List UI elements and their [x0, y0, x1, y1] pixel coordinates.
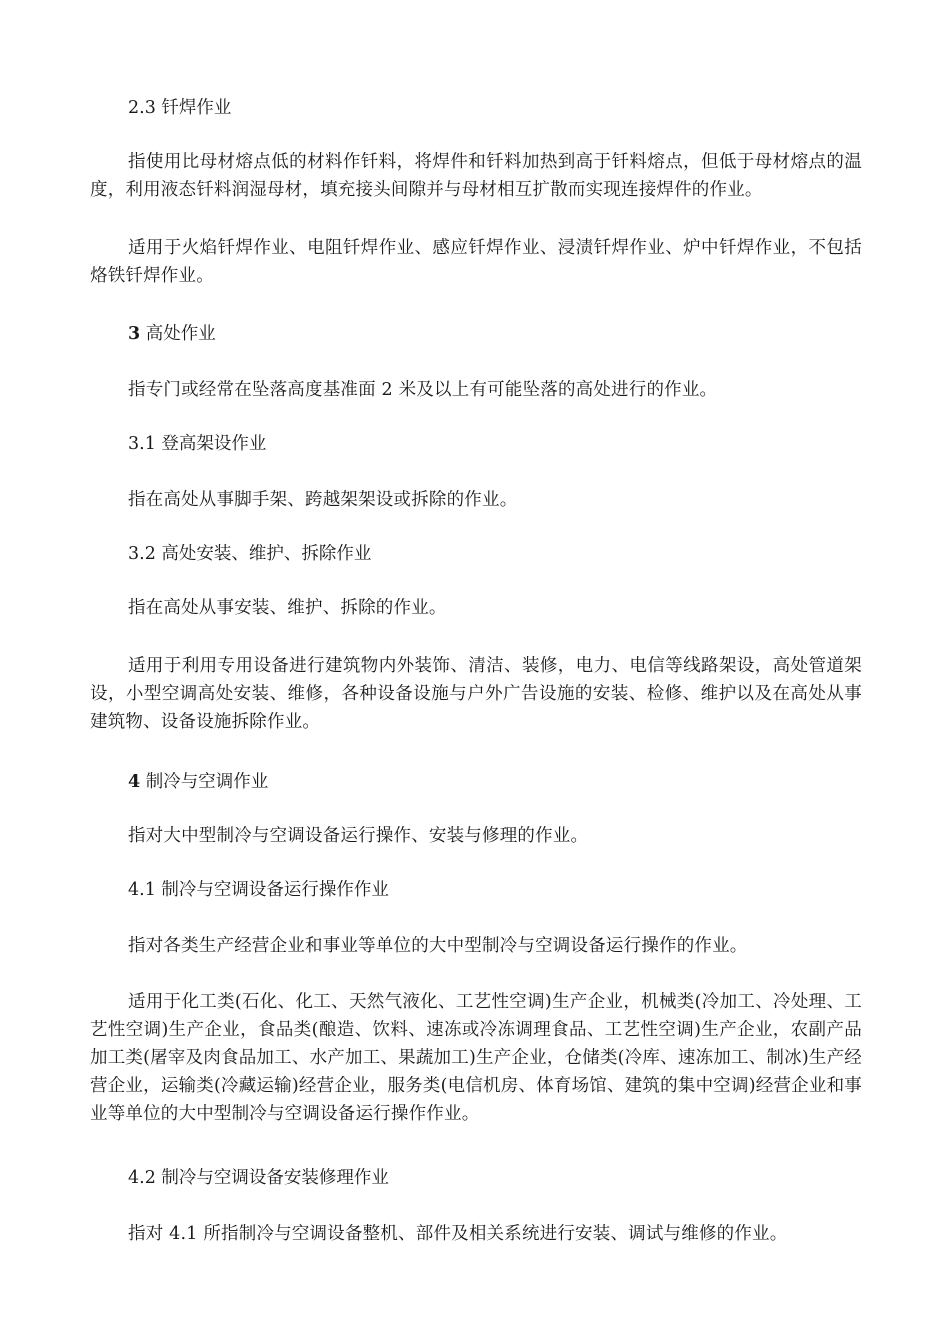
- section-heading-3-2: [90, 540, 862, 568]
- section-heading-4: [90, 768, 862, 796]
- section-title: 制冷与空调设备安装修理作业: [161, 1168, 389, 1188]
- paragraph: 指在高处从事脚手架、跨越架架设或拆除的作业。: [128, 490, 518, 510]
- section-heading-3-1: [90, 430, 862, 458]
- section-title: 高处安装、维护、拆除作业: [161, 544, 372, 564]
- section-number: 3: [128, 324, 141, 344]
- paragraph: 适用于利用专用设备进行建筑物内外装饰、清洁、装修，电力、电信等线路架设，高处管道架设，小型空调高处安装、维修，各种设备设施与户外广告设施的安装、检修、维护以及在高处从事建筑物、设备设施拆除作业。: [90, 656, 862, 732]
- section-heading-2-3: [90, 94, 862, 122]
- paragraph: 适用于火焰钎焊作业、电阻钎焊作业、感应钎焊作业、浸渍钎焊作业、炉中钎焊作业，不包括烙铁钎焊作业。: [90, 238, 862, 286]
- paragraph: 指对大中型制冷与空调设备运行操作、安装与修理的作业。: [128, 826, 589, 846]
- section-number: 4: [128, 772, 141, 792]
- section-number: 2.3: [128, 98, 156, 118]
- paragraph: 指对各类生产经营企业和事业等单位的大中型制冷与空调设备运行操作的作业。: [128, 936, 748, 956]
- section-title: 高处作业: [145, 324, 216, 344]
- section-heading-4-2: [90, 1164, 862, 1192]
- section-heading-4-1: [90, 876, 862, 904]
- paragraph: 指在高处从事安装、维护、拆除的作业。: [128, 598, 447, 618]
- paragraph: 适用于化工类(石化、化工、天然气液化、工艺性空调)生产企业，机械类(冷加工、冷处理、工艺性空调)生产企业，食品类(酿造、饮料、速冻或冷冻调理食品、工艺性空调)生产企业，农副产品加工类(屠宰及肉食品加工、水产加工、果蔬加工)生产企业，仓储类(冷库、速冻加工、制冰)生产经营企业，运输类(冷藏运输)经营企业，服务类(电信机房、体育场馆、建筑的集中空调)经营企业和事业等单位的大中型制冷与空调设备运行操作作业。: [90, 992, 862, 1124]
- section-number: 4.1: [128, 880, 156, 900]
- section-title: 钎焊作业: [161, 98, 232, 118]
- section-title: 登高架设作业: [161, 434, 267, 454]
- section-number: 3.2: [128, 544, 156, 564]
- section-title: 制冷与空调作业: [145, 772, 269, 792]
- paragraph: 指对 4.1 所指制冷与空调设备整机、部件及相关系统进行安装、调试与维修的作业。: [128, 1224, 788, 1244]
- section-title: 制冷与空调设备运行操作作业: [161, 880, 389, 900]
- paragraph: 指专门或经常在坠落高度基准面 2 米及以上有可能坠落的高处进行的作业。: [128, 380, 718, 400]
- section-heading-3: [90, 320, 862, 348]
- section-number: 4.2: [128, 1168, 156, 1188]
- section-number: 3.1: [128, 434, 156, 454]
- paragraph: 指使用比母材熔点低的材料作钎料，将焊件和钎料加热到高于钎料熔点，但低于母材熔点的温度，利用液态钎料润湿母材，填充接头间隙并与母材相互扩散而实现连接焊件的作业。: [90, 152, 862, 200]
